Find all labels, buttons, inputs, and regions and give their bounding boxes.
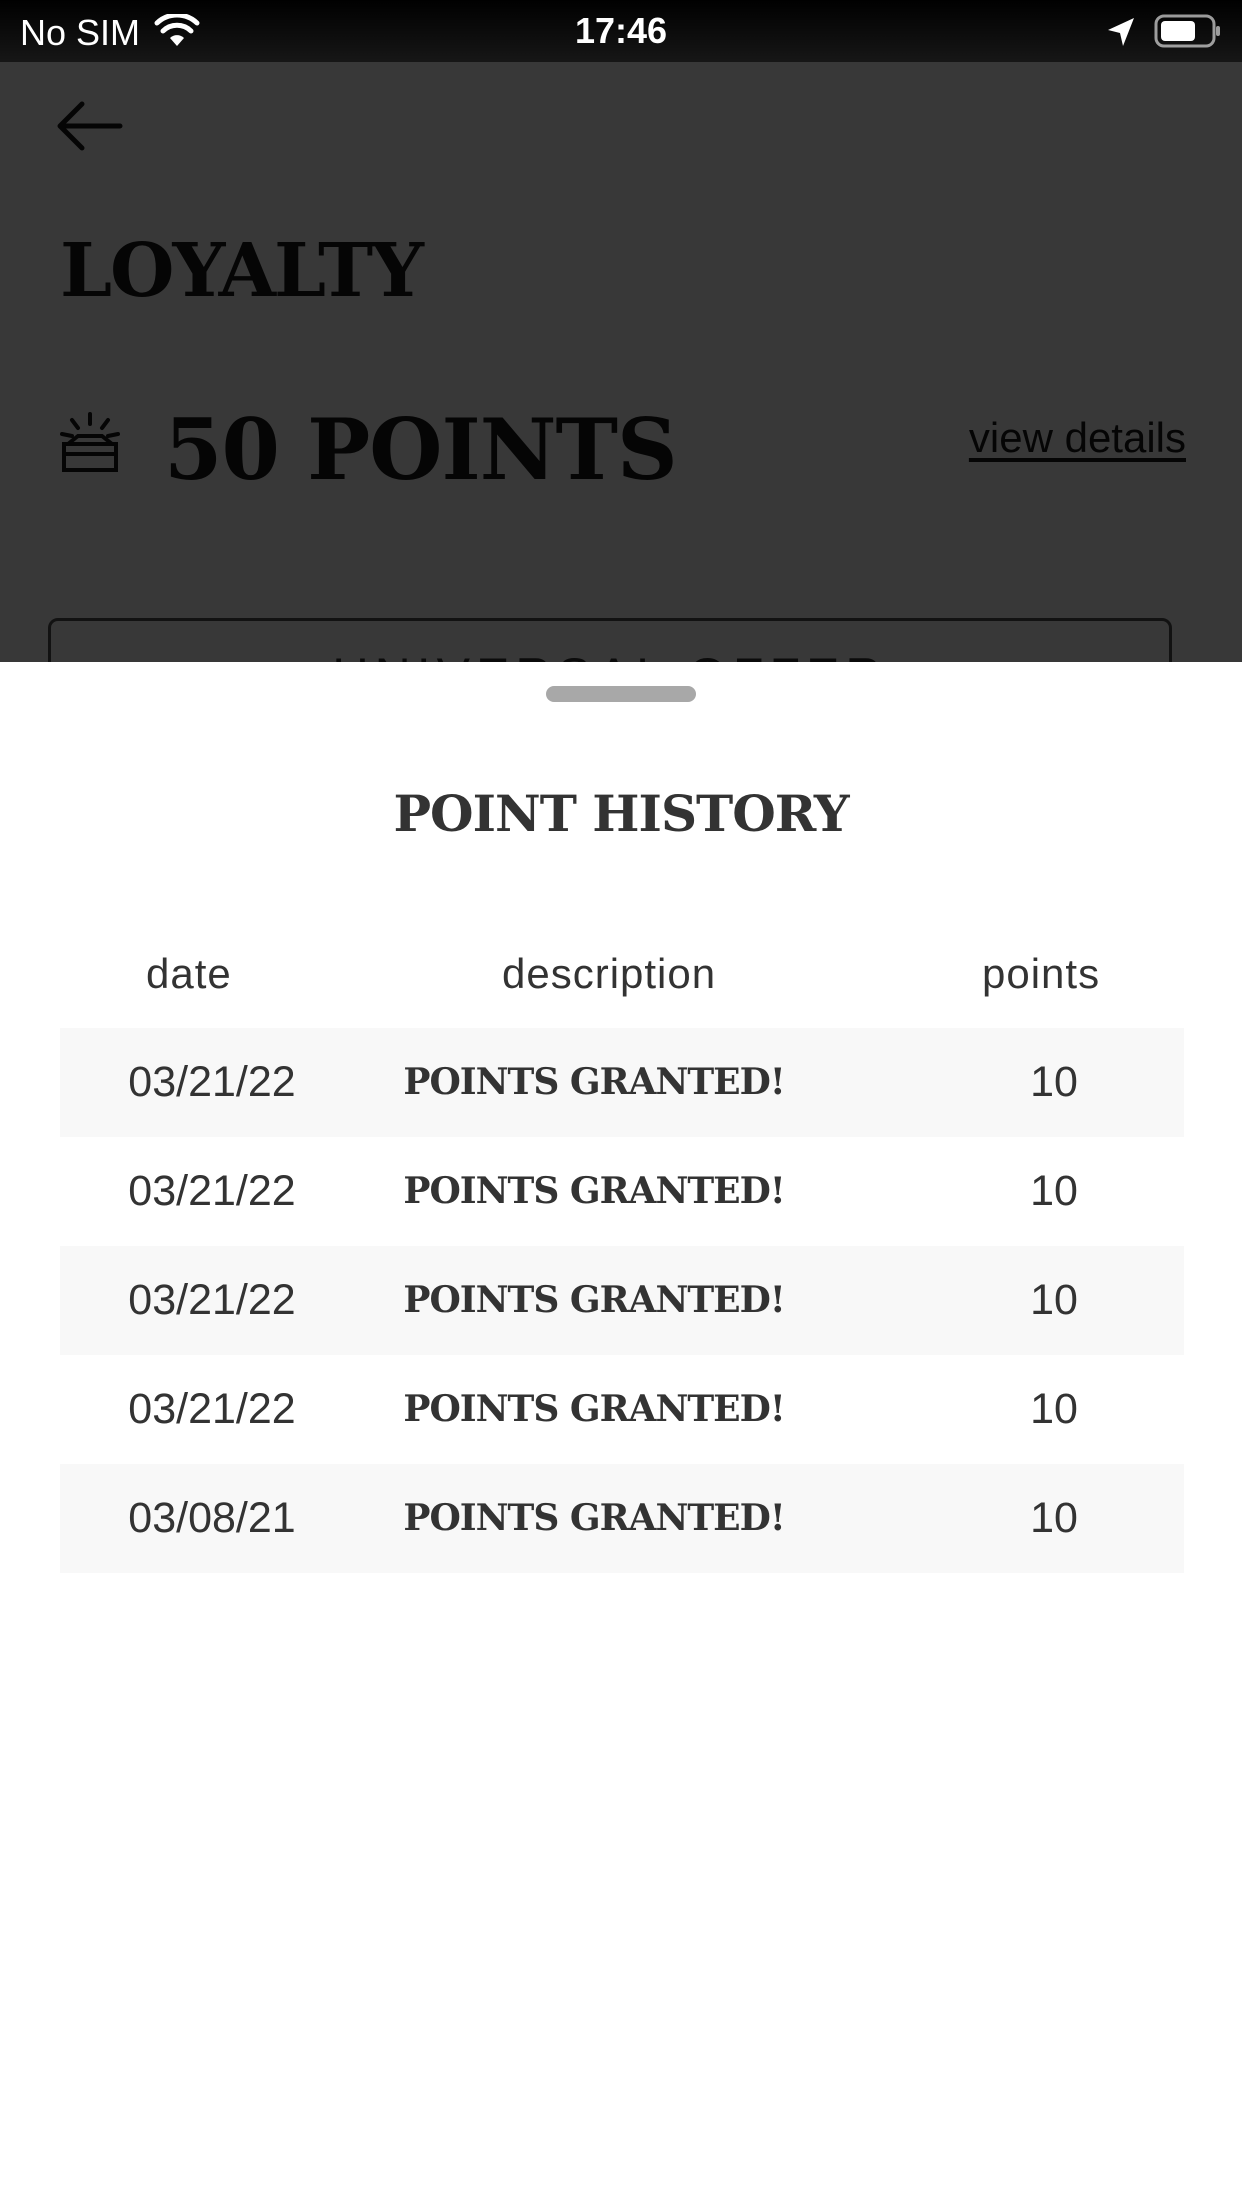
row-date: 03/08/21 xyxy=(128,1494,296,1542)
status-bar xyxy=(0,0,1242,62)
row-description: POINTS GRANTED! xyxy=(403,1061,785,1103)
row-points: 10 xyxy=(1030,1167,1078,1215)
location-arrow-icon xyxy=(1106,16,1136,48)
table-header xyxy=(60,944,1184,1028)
point-history-sheet xyxy=(0,662,1242,2208)
sheet-title: POINT HISTORY xyxy=(393,784,849,843)
table-row xyxy=(60,1028,1184,1137)
sheet-grabber[interactable] xyxy=(546,686,696,702)
row-points: 10 xyxy=(1030,1494,1078,1542)
row-date: 03/21/22 xyxy=(128,1167,296,1215)
table-row xyxy=(60,1137,1184,1246)
row-points: 10 xyxy=(1030,1058,1078,1106)
column-header-description: description xyxy=(502,950,717,997)
row-description: POINTS GRANTED! xyxy=(403,1279,785,1321)
row-date: 03/21/22 xyxy=(128,1058,296,1106)
row-description: POINTS GRANTED! xyxy=(403,1170,785,1212)
column-header-date: date xyxy=(146,950,232,997)
column-header-points: points xyxy=(982,950,1101,997)
point-history-table xyxy=(60,944,1184,1573)
row-points: 10 xyxy=(1030,1276,1078,1324)
row-date: 03/21/22 xyxy=(128,1276,296,1324)
table-row xyxy=(60,1355,1184,1464)
row-date: 03/21/22 xyxy=(128,1385,296,1433)
carrier-label: No SIM xyxy=(20,12,141,53)
table-row xyxy=(60,1464,1184,1573)
table-row xyxy=(60,1246,1184,1355)
row-points: 10 xyxy=(1030,1385,1078,1433)
battery-icon xyxy=(1154,14,1222,48)
row-description: POINTS GRANTED! xyxy=(403,1388,785,1430)
row-description: POINTS GRANTED! xyxy=(403,1497,785,1539)
clock: 17:46 xyxy=(574,10,668,51)
